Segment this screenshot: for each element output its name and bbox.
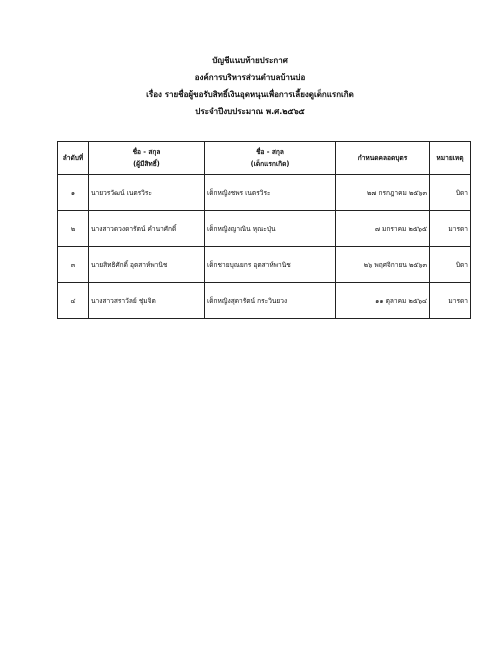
table-row — [58, 175, 471, 211]
child-name: เด็กหญิงญาณิน หุณะปุ่น — [205, 211, 336, 247]
col-header-applicant-label: ชื่อ - สกุล — [132, 148, 161, 156]
row-no: ๑ — [58, 175, 89, 211]
applicant-name: นายสิทธิศักดิ์ อุตสาห์พานิช — [89, 247, 205, 283]
col-header-child — [205, 142, 336, 175]
col-header-child-sub: (เด็กแรกเกิด) — [250, 160, 290, 168]
note: บิดา — [430, 247, 471, 283]
table-row — [58, 247, 471, 283]
note: บิดา — [430, 175, 471, 211]
table-row — [58, 283, 471, 319]
applicant-name: นางสาวดวงดารัตน์ คำนาศักดิ์ — [89, 211, 205, 247]
col-header-note: หมายเหตุ — [430, 142, 471, 175]
row-no: ๔ — [58, 283, 89, 319]
table-row — [58, 211, 471, 247]
applicant-name: นางสาวสราวัลย์ ชุ่มจิต — [89, 283, 205, 319]
note: มารดา — [430, 211, 471, 247]
table-header-row — [58, 142, 471, 175]
col-header-no: ลำดับที่ — [58, 142, 89, 175]
fiscal-year: ประจำปีงบประมาณ พ.ศ.๒๕๖๕ — [195, 107, 305, 116]
subject-line: เรื่อง รายชื่อผู้ขอรับสิทธิ์เงินอุดหนุนเพื่อการเลี้ยงดูเด็กแรกเกิด — [146, 90, 354, 99]
attachment-title: บัญชีแนบท้ายประกาศ — [212, 56, 288, 65]
organization-name: องค์การบริหารส่วนตำบลบ้านบ่อ — [194, 73, 306, 82]
col-header-applicant — [89, 142, 205, 175]
child-name: เด็กชายบุณยกร อุตสาห์พานิช — [205, 247, 336, 283]
birth-date: ๒๖ พฤศจิกายน ๒๕๖๓ — [336, 247, 430, 283]
birth-date: ๑๑ ตุลาคม ๒๕๖๔ — [336, 283, 430, 319]
row-no: ๓ — [58, 247, 89, 283]
note: มารดา — [430, 283, 471, 319]
row-no: ๒ — [58, 211, 89, 247]
birth-date: ๒๗ กรกฎาคม ๒๕๖๓ — [336, 175, 430, 211]
col-header-child-label: ชื่อ - สกุล — [256, 148, 284, 156]
col-header-birth: กำหนดคลอดบุตร — [336, 142, 430, 175]
applicant-name: นายวรวัฒน์ เนตรวิระ — [89, 175, 205, 211]
child-name: เด็กหญิงชพร เนตรวิระ — [205, 175, 336, 211]
recipients-table — [57, 141, 471, 319]
child-name: เด็กหญิงสุดารัตน์ กระวินยวง — [205, 283, 336, 319]
birth-date: ๗ มกราคม ๒๕๖๕ — [336, 211, 430, 247]
document-header — [0, 52, 500, 120]
col-header-applicant-sub: (ผู้มีสิทธิ์) — [133, 160, 160, 168]
